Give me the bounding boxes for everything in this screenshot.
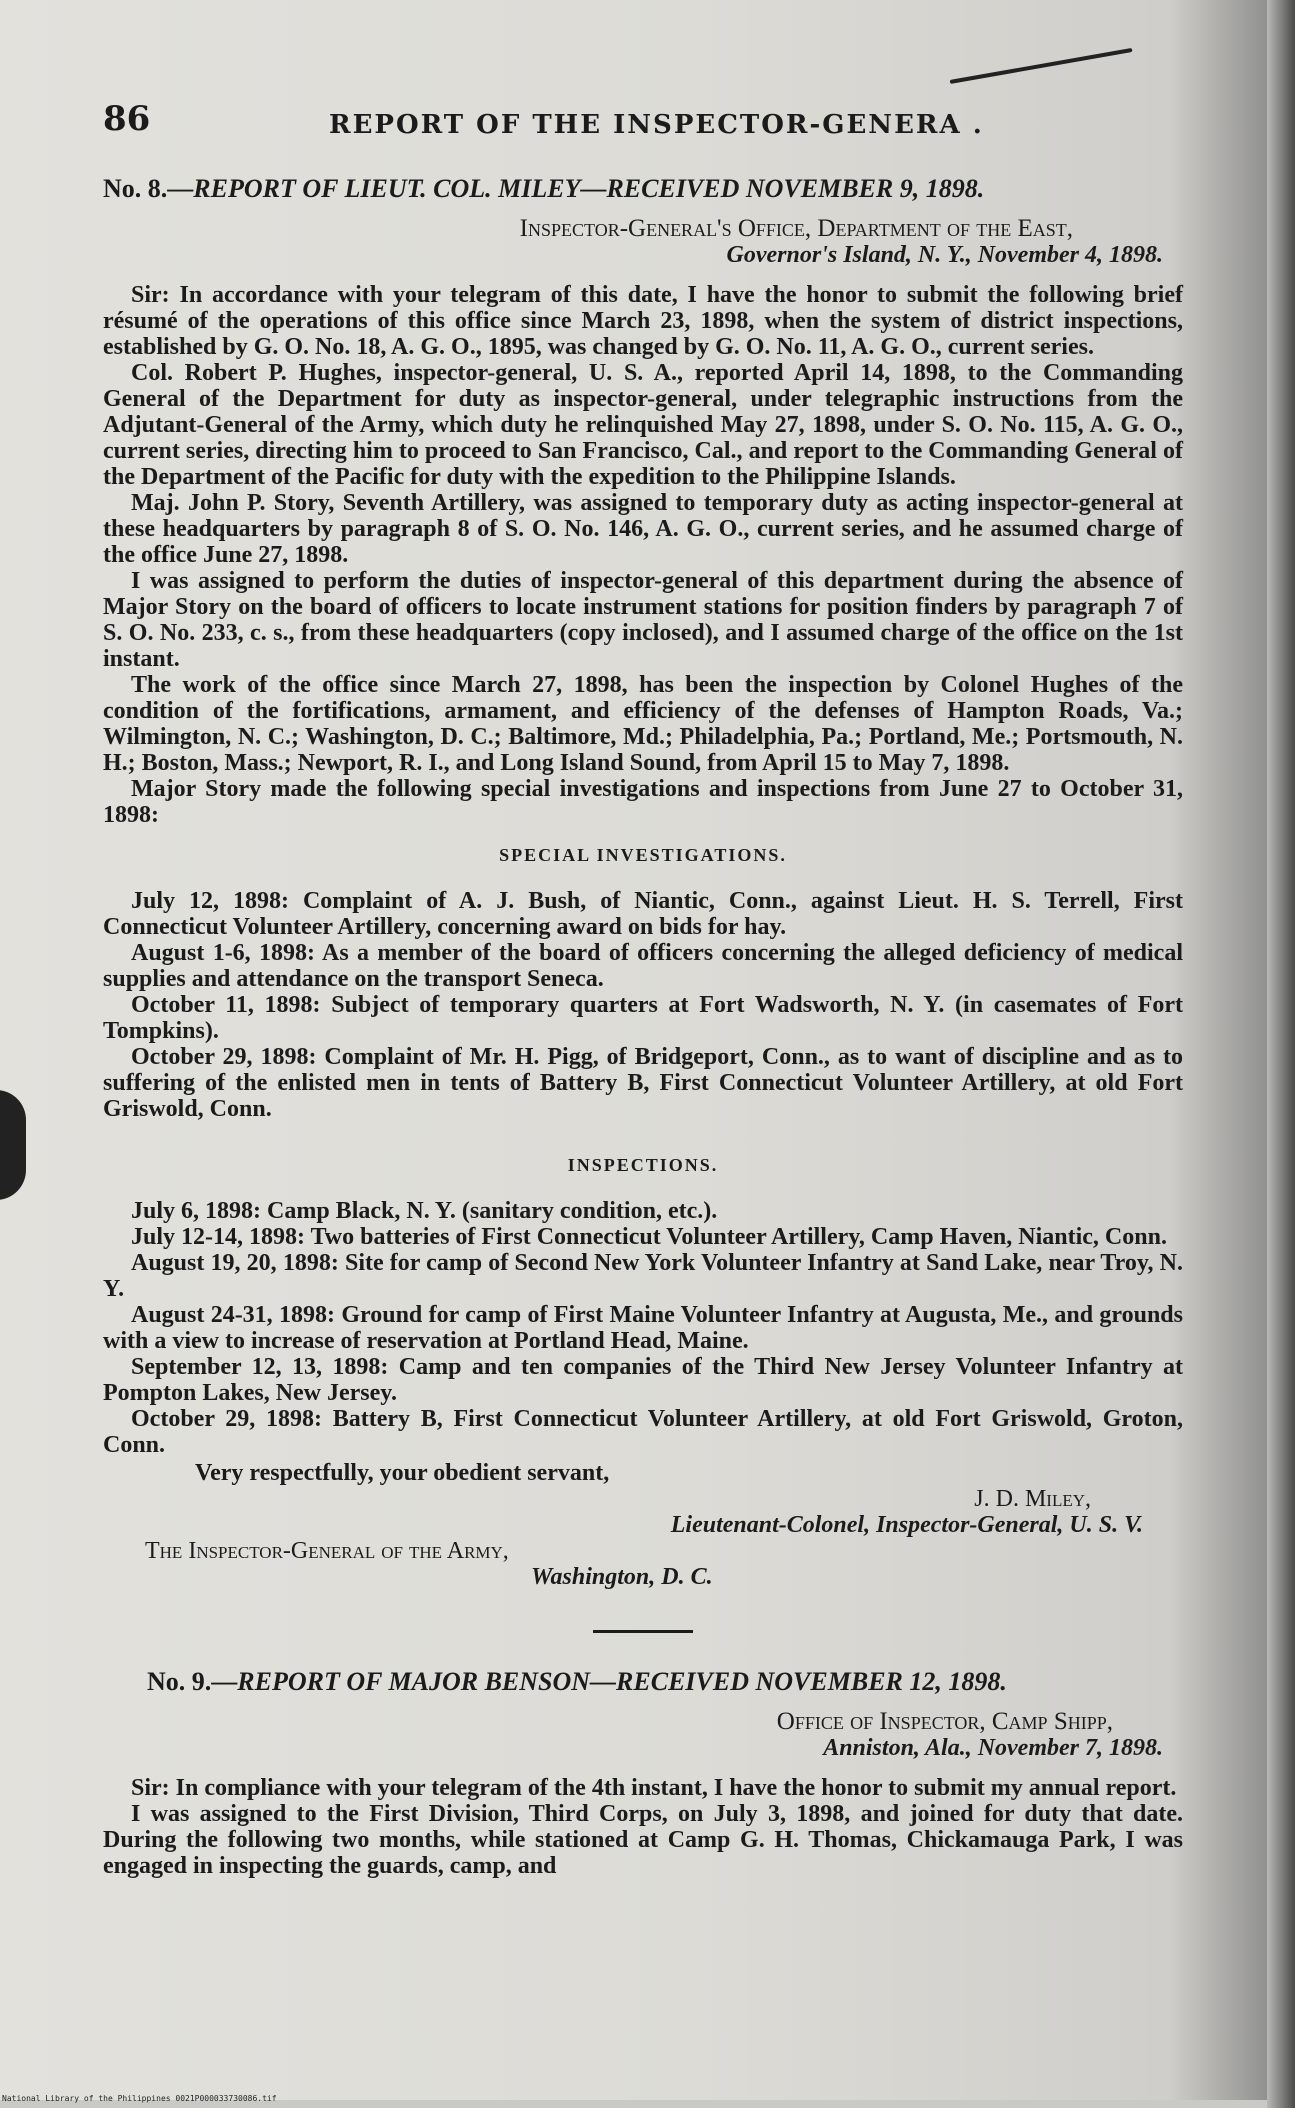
report-8-number: No. 8.— [103, 174, 194, 203]
signature-name: J. D. Miley, [974, 1486, 1091, 1512]
page-edge-shadow [1267, 0, 1295, 2108]
report-9-title: REPORT OF MAJOR BENSON—RECEIVED NOVEMBER 12, 1898. [237, 1667, 1007, 1696]
signature-title: Lieutenant-Colonel, Inspector-General, U. S. V. [670, 1512, 1143, 1538]
paragraph: Sir: In accordance with your telegram of this date, I have the honor to submit the following brief résumé of the operations of this office since March 23, 1898, when the system of district inspections, established by G. O. No. 18, A. G. O., 1895, was changed by G. O. No. 11, A. G. O., current series. [103, 282, 1183, 360]
list-item: October 11, 1898: Subject of temporary quarters at Fort Wadsworth, N. Y. (in casemates of Fort Tompkins). [103, 992, 1183, 1044]
scanner-thumb-shadow [0, 1090, 26, 1200]
paragraph: Maj. John P. Story, Seventh Artillery, was assigned to temporary duty as acting inspector-general at these headquarters by paragraph 8 of S. O. No. 146, A. G. O., current series, and he assumed charge of the office June 27, 1898. [103, 490, 1183, 568]
paragraph: Major Story made the following special investigations and inspections from June 27 to October 31, 1898: [103, 776, 1183, 828]
list-item: August 24-31, 1898: Ground for camp of First Maine Volunteer Infantry at Augusta, Me., and grounds with a view to increase of reservation at Portland Head, Maine. [103, 1302, 1183, 1354]
list-item: October 29, 1898: Battery B, First Connecticut Volunteer Artillery, at old Fort Griswold, Groton, Conn. [103, 1406, 1183, 1458]
paragraph: The work of the office since March 27, 1898, has been the inspection by Colonel Hughes of the condition of the fortifications, armament, and efficiency of the defenses of Hampton Roads, Va.; Wilmington, N. C.; Washington, D. C.; Baltimore, Md.; Philadelphia, Pa.; Portland, Me.; Portsmouth, N. H.; Boston, Mass.; Newport, R. I., and Long Island Sound, from April 15 to May 7, 1898. [103, 672, 1183, 776]
closing: Very respectfully, your obedient servant, [195, 1460, 610, 1486]
special-investigations-heading: SPECIAL INVESTIGATIONS. [499, 845, 787, 865]
paragraph: Sir: In compliance with your telegram of the 4th instant, I have the honor to submit my annual report. [131, 1775, 1177, 1801]
list-item: October 29, 1898: Complaint of Mr. H. Pigg, of Bridgeport, Conn., as to want of discipline and as to suffering of the enlisted men in tents of Battery B, First Connecticut Volunteer Artillery, at old Fort Griswold, Conn. [103, 1044, 1183, 1122]
report-8-heading [103, 176, 1183, 202]
inspections-heading: INSPECTIONS. [567, 1155, 719, 1175]
scan-source-line: National Library of the Philippines 0021P000033730086.tif [2, 2094, 277, 2103]
list-item: September 12, 13, 1898: Camp and ten companies of the Third New Jersey Volunteer Infantry at Pompton Lakes, New Jersey. [103, 1354, 1183, 1406]
report-9-heading [103, 1669, 1183, 1695]
document-text [103, 98, 1183, 1879]
report-9-sender-office: Office of Inspector, Camp Shipp, [776, 1708, 1113, 1735]
report-8-sender-office: Inspector-General's Office, Department of the East, [519, 215, 1073, 242]
page-number: 86 [103, 99, 151, 139]
running-title: REPORT OF THE INSPECTOR-GENERA . [329, 110, 984, 140]
list-item: August 19, 20, 1898: Site for camp of Second New York Volunteer Infantry at Sand Lake, near Troy, N. Y. [103, 1250, 1183, 1302]
report-8-title: REPORT OF LIEUT. COL. MILEY—RECEIVED NOVEMBER 9, 1898. [193, 174, 985, 203]
paragraph: I was assigned to perform the duties of inspector-general of this department during the absence of Major Story on the board of officers to locate instrument stations for position finders by paragraph 7 of S. O. No. 233, c. s., from these headquarters (copy inclosed), and I assumed charge of the office on the 1st instant. [103, 568, 1183, 672]
report-9-sender-place: Anniston, Ala., November 7, 1898. [823, 1735, 1163, 1761]
paragraph: I was assigned to the First Division, Third Corps, on July 3, 1898, and joined for duty that date. During the following two months, while stationed at Camp G. H. Thomas, Chickamauga Park, I was engaged in inspecting the guards, camp, and [103, 1801, 1183, 1879]
report-9-number: No. 9.— [147, 1667, 238, 1696]
addressee: The Inspector-General of the Army, [145, 1538, 509, 1564]
report-8-sender-place: Governor's Island, N. Y., November 4, 1898. [726, 242, 1163, 268]
list-item: July 12-14, 1898: Two batteries of First Connecticut Volunteer Artillery, Camp Haven, Niantic, Conn. [131, 1224, 1167, 1250]
section-divider [593, 1630, 693, 1633]
list-item: July 6, 1898: Camp Black, N. Y. (sanitary condition, etc.). [131, 1198, 718, 1224]
running-head [103, 98, 1183, 150]
list-item: July 12, 1898: Complaint of A. J. Bush, of Niantic, Conn., against Lieut. H. S. Terrell, First Connecticut Volunteer Artillery, concerning award on bids for hay. [103, 888, 1183, 940]
list-item: August 1-6, 1898: As a member of the board of officers concerning the alleged deficiency of medical supplies and attendance on the transport Seneca. [103, 940, 1183, 992]
paragraph: Col. Robert P. Hughes, inspector-general, U. S. A., reported April 14, 1898, to the Commanding General of the Department for duty as inspector-general, under telegraphic instructions from the Adjutant-General of the Army, which duty he relinquished May 27, 1898, under S. O. No. 115, A. G. O., current series, directing him to proceed to San Francisco, Cal., and report to the Commanding General of the Department of the Pacific for duty with the expedition to the Philippine Islands. [103, 360, 1183, 490]
addressee-place: Washington, D. C. [531, 1564, 713, 1590]
